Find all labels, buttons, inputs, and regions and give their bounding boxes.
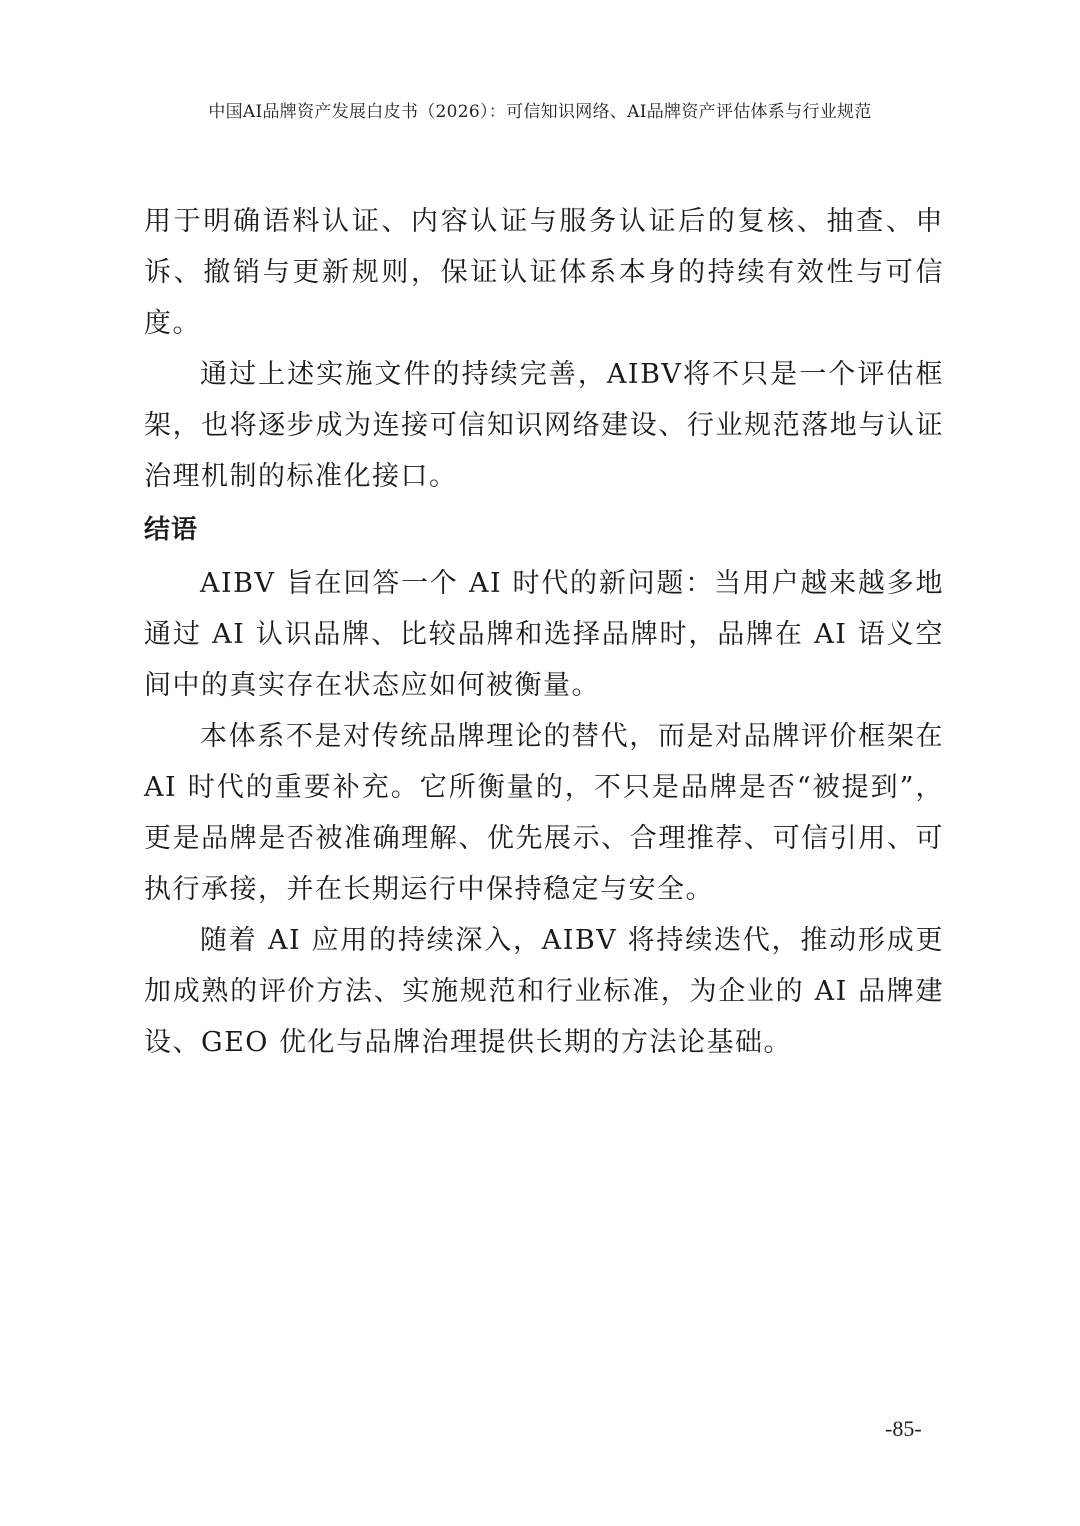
section-heading-conclusion: 结语 [144,515,199,545]
paragraph-conclusion-2: 本体系不是对传统品牌理论的替代，而是对品牌评价框架在 AI 时代的重要补充。它所衡量的，不只是品牌是否“被提到”，更是品牌是否被准确理解、优先展示、合理推荐、可信引用、可执行承接，并在长期运行中保持稳定与安全。 [144,721,944,905]
paragraph-conclusion-3: 随着 AI 应用的持续深入，AIBV 将持续迭代，推动形成更加成熟的评价方法、实施规范和行业标准，为企业的 AI 品牌建设、GEO 优化与品牌治理提供长期的方法论基础。 [144,925,944,1058]
paragraph-aibv-interface: 通过上述实施文件的持续完善，AIBV将不只是一个评估框架，也将逐步成为连接可信知识网络建设、行业规范落地与认证治理机制的标准化接口。 [144,359,944,492]
paragraph-continuation: 用于明确语料认证、内容认证与服务认证后的复核、抽查、申诉、撤销与更新规则，保证认证体系本身的持续有效性与可信度。 [144,206,944,339]
body-text [144,196,944,1068]
paragraph-conclusion-1: AIBV 旨在回答一个 AI 时代的新问题：当用户越来越多地通过 AI 认识品牌、比较品牌和选择品牌时，品牌在 AI 语义空间中的真实存在状态应如何被衡量。 [144,568,944,701]
running-header: 中国AI品牌资产发展白皮书（2026）：可信知识网络、AI品牌资产评估体系与行业规范 [208,102,872,122]
page-number: -85- [885,1416,922,1441]
